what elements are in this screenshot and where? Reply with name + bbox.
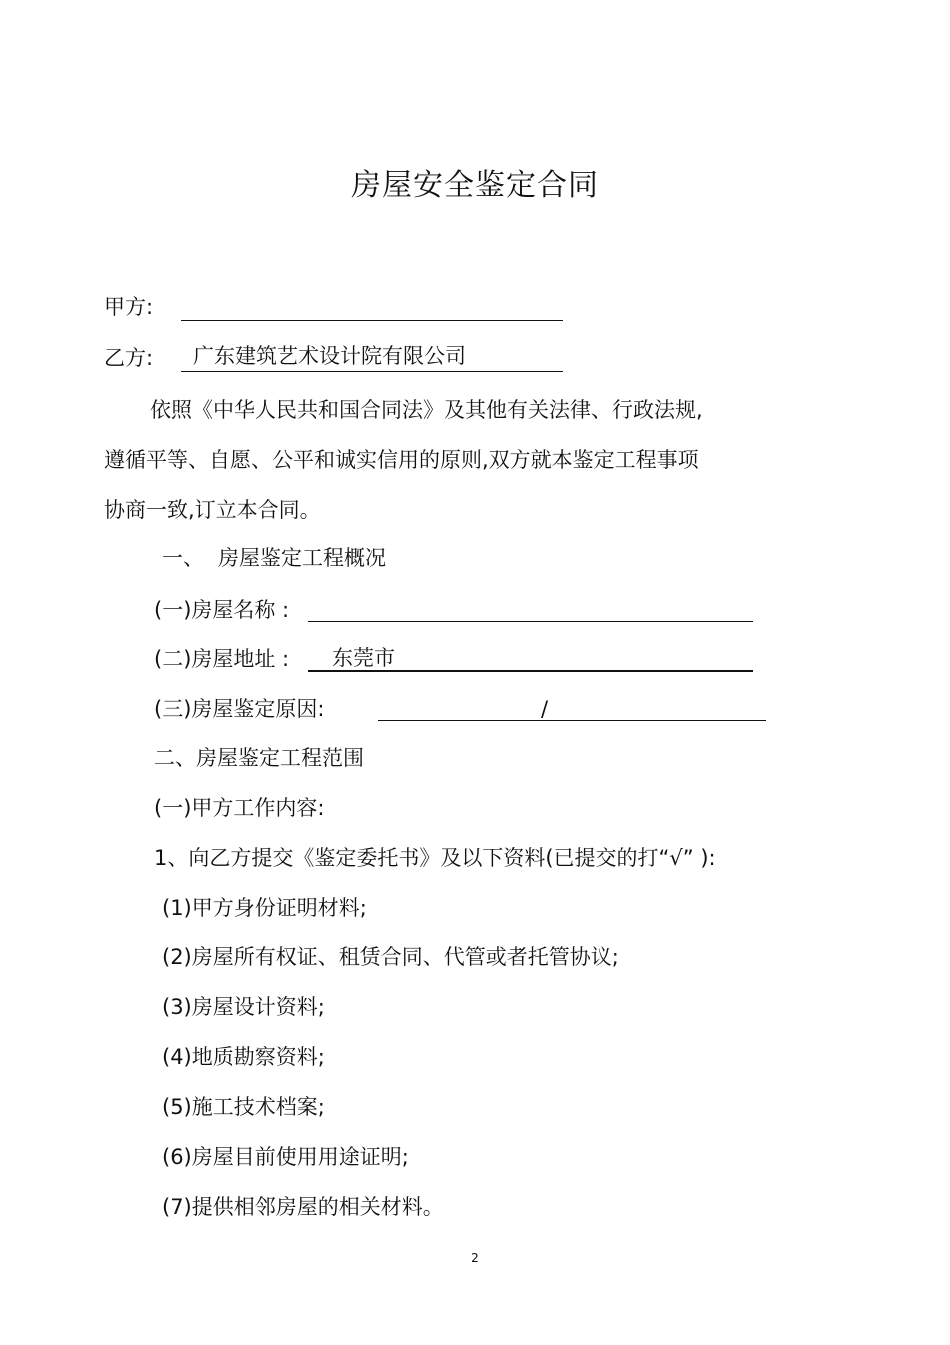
house-address-value: 东莞市	[332, 646, 395, 670]
section2-heading: 二、房屋鉴定工程范围	[154, 746, 364, 770]
party-b-value: 广东建筑艺术设计院有限公司	[193, 344, 466, 368]
material-item: (2)房屋所有权证、租赁合同、代管或者托管协议;	[162, 945, 619, 969]
intro-line-3: 协商一致,订立本合同。	[104, 498, 321, 522]
intro-line-1: 依照《中华人民共和国合同法》及其他有关法律、行政法规,	[150, 398, 703, 422]
section1-heading: 房屋鉴定工程概况	[218, 546, 386, 570]
appraisal-reason-label: (三)房屋鉴定原因:	[154, 697, 325, 721]
material-item: (7)提供相邻房屋的相关材料。	[162, 1195, 444, 1219]
material-item: (6)房屋目前使用用途证明;	[162, 1145, 409, 1169]
page-number: 2	[471, 1251, 479, 1265]
material-item: (4)地质勘察资料;	[162, 1045, 325, 1069]
house-address-label: (二)房屋地址 :	[154, 647, 290, 671]
party-a-blank	[181, 320, 563, 321]
party-a-label: 甲方:	[104, 295, 154, 319]
party-a-work-heading: (一)甲方工作内容:	[154, 796, 325, 820]
material-item: (1)甲方身份证明材料;	[162, 896, 367, 920]
material-item: (5)施工技术档案;	[162, 1095, 325, 1119]
document-title: 房屋安全鉴定合同	[351, 168, 599, 203]
submit-materials-item: 1、向乙方提交《鉴定委托书》及以下资料(已提交的打“√” ):	[154, 846, 716, 870]
material-item: (3)房屋设计资料;	[162, 995, 325, 1019]
party-b-blank	[181, 371, 563, 372]
party-b-label: 乙方:	[104, 346, 154, 370]
house-name-label: (一)房屋名称 :	[154, 598, 290, 622]
house-name-blank	[308, 621, 753, 622]
intro-line-2: 遵循平等、自愿、公平和诚实信用的原则,双方就本鉴定工程事项	[104, 448, 699, 472]
section1-number: 一、	[162, 546, 204, 570]
appraisal-reason-value: /	[541, 697, 549, 721]
appraisal-reason-blank	[378, 720, 766, 721]
